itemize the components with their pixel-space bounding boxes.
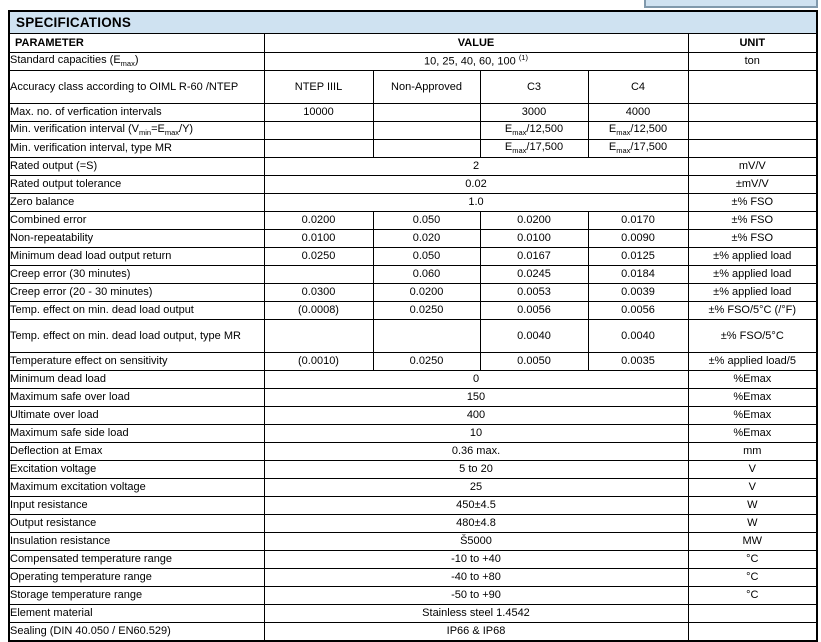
parameter-cell: Maximum excitation voltage <box>9 479 264 497</box>
parameter-cell: Temperature effect on sensitivity <box>9 353 264 371</box>
value-cell: 10 <box>264 425 688 443</box>
value-cell: 0.0050 <box>480 353 588 371</box>
parameter-cell: Standard capacities $(E_{max})$ <box>9 53 264 71</box>
parameter-cell: Rated output (=S) <box>9 158 264 176</box>
table-row <box>9 176 817 194</box>
value-cell: 0.0250 <box>373 353 480 371</box>
value-cell: 0.0300 <box>264 284 373 302</box>
value-cell: 0.36 max. <box>264 443 688 461</box>
parameter-cell: Accuracy class according to OIML R-60 /NTEP <box>9 71 264 104</box>
unit-cell: ±% FSO/5°C <box>688 320 817 353</box>
value-cell <box>373 104 480 122</box>
value-cell: 0.0090 <box>588 230 688 248</box>
parameter-cell: Min. verification interval $(V_{min}=E_{max}/Y)$ <box>9 122 264 140</box>
parameter-cell: Temp. effect on min. dead load output <box>9 302 264 320</box>
value-cell: 150 <box>264 389 688 407</box>
value-cell: 0.0250 <box>264 248 373 266</box>
unit-cell: %Emax <box>688 425 817 443</box>
unit-cell: %Emax <box>688 371 817 389</box>
value-cell: 0.0200 <box>264 212 373 230</box>
table-title: SPECIFICATIONS <box>9 11 817 34</box>
unit-cell: V <box>688 479 817 497</box>
unit-cell: ±% FSO <box>688 212 817 230</box>
value-cell: 480±4.8 <box>264 515 688 533</box>
unit-cell: °C <box>688 551 817 569</box>
table-row <box>9 320 817 353</box>
value-cell: 0.0200 <box>480 212 588 230</box>
parameter-cell: Operating temperature range <box>9 569 264 587</box>
table-row <box>9 353 817 371</box>
table-row <box>9 425 817 443</box>
parameter-cell: Maximum safe side load <box>9 425 264 443</box>
table-row <box>9 389 817 407</box>
parameter-cell: Maximum safe over load <box>9 389 264 407</box>
value-cell: 450±4.5 <box>264 497 688 515</box>
table-row <box>9 230 817 248</box>
table-row <box>9 551 817 569</box>
value-cell: $E_{max}/17,500$ <box>480 140 588 158</box>
value-cell: (0.0010) <box>264 353 373 371</box>
value-cell: 0.0200 <box>373 284 480 302</box>
parameter-cell: Deflection at Emax <box>9 443 264 461</box>
unit-cell: °C <box>688 569 817 587</box>
parameter-cell: Combined error <box>9 212 264 230</box>
unit-cell: ±% applied load <box>688 284 817 302</box>
value-cell: 0.0040 <box>480 320 588 353</box>
value-cell: 0.050 <box>373 212 480 230</box>
unit-cell: ±% FSO <box>688 194 817 212</box>
table-row <box>9 53 817 71</box>
value-cell: 0.02 <box>264 176 688 194</box>
table-row <box>9 122 817 140</box>
value-cell: 0.0056 <box>588 302 688 320</box>
value-cell: 10000 <box>264 104 373 122</box>
value-cell: 0.020 <box>373 230 480 248</box>
parameter-cell: Rated output tolerance <box>9 176 264 194</box>
value-cell: Stainless steel 1.4542 <box>264 605 688 623</box>
value-cell: $E_{max}/17,500$ <box>588 140 688 158</box>
parameter-cell: Ultimate over load <box>9 407 264 425</box>
column-header-value: VALUE <box>264 34 688 53</box>
parameter-cell: Non-repeatability <box>9 230 264 248</box>
table-row <box>9 71 817 104</box>
table-row <box>9 479 817 497</box>
parameter-cell: Storage temperature range <box>9 587 264 605</box>
value-cell: 0.0039 <box>588 284 688 302</box>
table-row <box>9 605 817 623</box>
column-header-parameter: PARAMETER <box>9 34 264 53</box>
parameter-cell: Sealing (DIN 40.050 / EN60.529) <box>9 623 264 641</box>
parameter-cell: Compensated temperature range <box>9 551 264 569</box>
value-cell: 10, 25, 40, 60, 100 $^{(1)}$ <box>264 53 688 71</box>
unit-cell: ±mV/V <box>688 176 817 194</box>
parameter-cell: Temp. effect on min. dead load output, type MR <box>9 320 264 353</box>
table-row <box>9 443 817 461</box>
value-cell: 0.0125 <box>588 248 688 266</box>
parameter-cell: Excitation voltage <box>9 461 264 479</box>
unit-cell: °C <box>688 587 817 605</box>
specifications-table <box>8 10 818 642</box>
unit-cell: MW <box>688 533 817 551</box>
value-cell: 1.0 <box>264 194 688 212</box>
value-cell: C4 <box>588 71 688 104</box>
value-cell: -40 to +80 <box>264 569 688 587</box>
value-cell: $E_{max}/12,500$ <box>588 122 688 140</box>
value-cell <box>373 140 480 158</box>
value-cell: 0.0056 <box>480 302 588 320</box>
value-cell: 0.0167 <box>480 248 588 266</box>
value-cell <box>264 320 373 353</box>
column-header-unit: UNIT <box>688 34 817 53</box>
parameter-cell: Max. no. of verfication intervals <box>9 104 264 122</box>
value-cell <box>264 140 373 158</box>
value-cell <box>373 320 480 353</box>
value-cell: 5 to 20 <box>264 461 688 479</box>
unit-cell: ±% FSO <box>688 230 817 248</box>
table-row <box>9 140 817 158</box>
value-cell: 0.0053 <box>480 284 588 302</box>
parameter-cell: Creep error (30 minutes) <box>9 266 264 284</box>
unit-cell <box>688 623 817 641</box>
value-cell <box>264 266 373 284</box>
value-cell: IP66 & IP68 <box>264 623 688 641</box>
value-cell: NTEP IIIL <box>264 71 373 104</box>
unit-cell: mm <box>688 443 817 461</box>
table-row <box>9 515 817 533</box>
unit-cell <box>688 140 817 158</box>
unit-cell: ±% applied load <box>688 248 817 266</box>
table-row <box>9 302 817 320</box>
top-right-cropped-box <box>644 0 818 8</box>
table-row <box>9 158 817 176</box>
table-row <box>9 497 817 515</box>
value-cell: 0.0184 <box>588 266 688 284</box>
parameter-cell: Min. verification interval, type MR <box>9 140 264 158</box>
value-cell: 0.0040 <box>588 320 688 353</box>
unit-cell <box>688 104 817 122</box>
table-row <box>9 212 817 230</box>
unit-cell <box>688 605 817 623</box>
parameter-cell: Minimum dead load output return <box>9 248 264 266</box>
unit-cell: %Emax <box>688 407 817 425</box>
parameter-cell: Input resistance <box>9 497 264 515</box>
table-header-row <box>9 34 817 53</box>
value-cell <box>264 122 373 140</box>
value-cell: 0.0250 <box>373 302 480 320</box>
value-cell: 400 <box>264 407 688 425</box>
value-cell: Š5000 <box>264 533 688 551</box>
table-row <box>9 533 817 551</box>
unit-cell <box>688 71 817 104</box>
table-row <box>9 104 817 122</box>
value-cell: C3 <box>480 71 588 104</box>
parameter-cell: Minimum dead load <box>9 371 264 389</box>
table-row <box>9 407 817 425</box>
parameter-cell: Zero balance <box>9 194 264 212</box>
value-cell: -10 to +40 <box>264 551 688 569</box>
value-cell: (0.0008) <box>264 302 373 320</box>
unit-cell: ±% FSO/5°C (/°F) <box>688 302 817 320</box>
value-cell: 2 <box>264 158 688 176</box>
unit-cell: W <box>688 515 817 533</box>
value-cell: 0.0100 <box>480 230 588 248</box>
table-row <box>9 248 817 266</box>
value-cell: 0.060 <box>373 266 480 284</box>
unit-cell <box>688 122 817 140</box>
value-cell: 0 <box>264 371 688 389</box>
unit-cell: ±% applied load <box>688 266 817 284</box>
unit-cell: W <box>688 497 817 515</box>
table-row <box>9 194 817 212</box>
value-cell: $E_{max}/12,500$ <box>480 122 588 140</box>
value-cell: 0.0245 <box>480 266 588 284</box>
value-cell: 4000 <box>588 104 688 122</box>
value-cell: 0.0035 <box>588 353 688 371</box>
unit-cell: ton <box>688 53 817 71</box>
table-row <box>9 284 817 302</box>
table-title-row <box>9 11 817 34</box>
table-row <box>9 623 817 641</box>
value-cell: 3000 <box>480 104 588 122</box>
value-cell: 25 <box>264 479 688 497</box>
unit-cell: V <box>688 461 817 479</box>
parameter-cell: Creep error (20 - 30 minutes) <box>9 284 264 302</box>
unit-cell: mV/V <box>688 158 817 176</box>
parameter-cell: Insulation resistance <box>9 533 264 551</box>
unit-cell: %Emax <box>688 389 817 407</box>
table-row <box>9 266 817 284</box>
value-cell: -50 to +90 <box>264 587 688 605</box>
parameter-cell: Element material <box>9 605 264 623</box>
value-cell: Non-Approved <box>373 71 480 104</box>
table-row <box>9 461 817 479</box>
table-row <box>9 587 817 605</box>
value-cell: 0.0170 <box>588 212 688 230</box>
unit-cell: ±% applied load/5 <box>688 353 817 371</box>
table-row <box>9 569 817 587</box>
value-cell: 0.050 <box>373 248 480 266</box>
value-cell <box>373 122 480 140</box>
value-cell: 0.0100 <box>264 230 373 248</box>
table-row <box>9 371 817 389</box>
spec-table-body <box>9 53 817 641</box>
parameter-cell: Output resistance <box>9 515 264 533</box>
